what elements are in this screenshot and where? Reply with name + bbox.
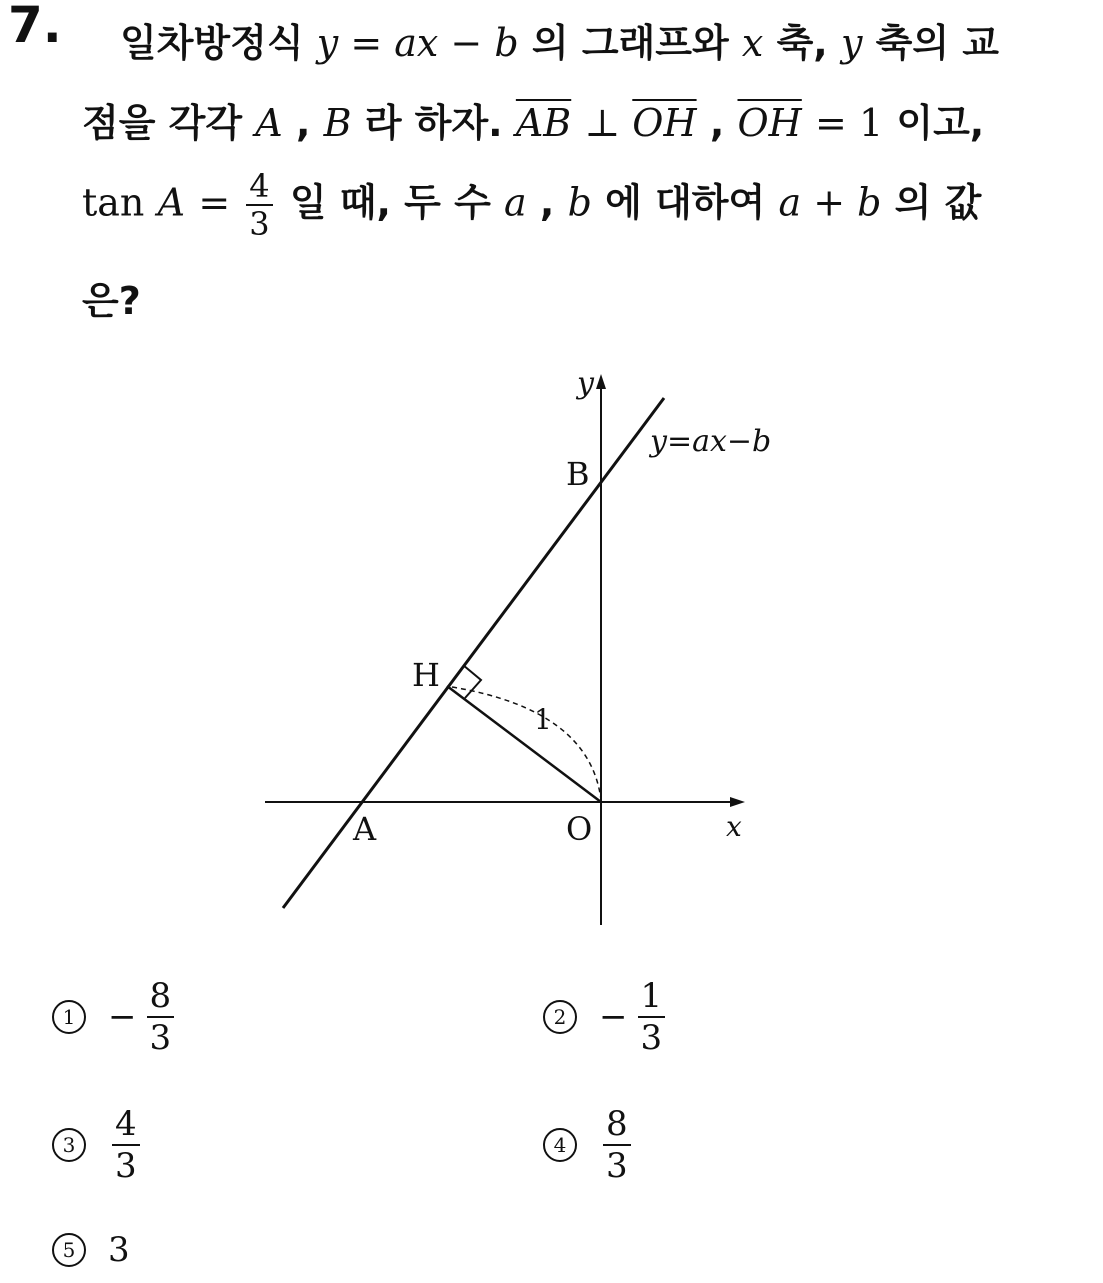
tan-function: tan <box>82 180 145 225</box>
choice-value: 3 <box>108 1230 130 1270</box>
choice-5[interactable] <box>52 1230 130 1270</box>
choice-fraction <box>638 976 666 1058</box>
numerator: 1 <box>640 976 663 1016</box>
choice-fraction <box>603 1104 631 1186</box>
denominator: 3 <box>603 1144 631 1186</box>
choice-fraction <box>112 1104 140 1186</box>
equals-one: = 1 <box>815 101 884 145</box>
dashed-arc <box>452 687 601 800</box>
segment-ab: $\overline{AB}$ <box>515 101 572 145</box>
expression-a-plus-b: a + b <box>778 180 882 225</box>
line-equation-label: y=ax−b <box>650 424 772 459</box>
segment-oh: $\overline{OH}$ <box>632 101 697 145</box>
comma: , <box>295 101 324 145</box>
choice-4[interactable] <box>543 1104 635 1186</box>
choice-marker: 2 <box>543 1000 577 1034</box>
y-axis-label: y <box>577 366 594 401</box>
comma: , <box>539 180 568 225</box>
length-label: 1 <box>534 703 552 736</box>
x-axis-arrow-icon <box>730 797 745 807</box>
numerator: 4 <box>115 1104 137 1144</box>
denominator: 3 <box>246 204 272 242</box>
minus-sign: − <box>599 997 628 1037</box>
y-axis-arrow-icon <box>596 374 606 389</box>
var-a: a <box>504 180 527 225</box>
choice-fraction <box>147 976 175 1058</box>
question-number: 7. <box>8 0 62 54</box>
denominator: 3 <box>638 1016 666 1058</box>
text-segment: 일 때, 두 수 <box>289 180 505 225</box>
choice-marker: 5 <box>52 1233 86 1267</box>
var-b: b <box>567 180 592 225</box>
var-x: x <box>741 21 764 65</box>
choice-marker: 3 <box>52 1128 86 1162</box>
choice-1[interactable] <box>52 976 178 1058</box>
point-b-label: B <box>566 455 590 493</box>
text-segment: 축의 교 <box>875 21 999 65</box>
denominator: 3 <box>147 1016 175 1058</box>
text-segment: 점을 각각 <box>82 101 256 145</box>
var-y: y <box>840 21 863 65</box>
right-angle-mark <box>463 665 481 698</box>
segment-oh: $\overline{OH}$ <box>737 101 802 145</box>
text-segment: 축, <box>776 21 841 65</box>
point-a-label: A <box>353 810 377 848</box>
point-b: B <box>323 101 352 145</box>
text-segment: 의 값 <box>894 180 982 225</box>
x-axis-label: x <box>726 810 742 843</box>
minus-sign: − <box>108 997 137 1037</box>
comma: , <box>709 101 738 145</box>
numerator: 4 <box>249 167 270 205</box>
text-segment: 의 그래프와 <box>531 21 742 65</box>
choice-marker: 4 <box>543 1128 577 1162</box>
text-segment: 에 대하여 <box>605 180 779 225</box>
segment-oh <box>447 686 601 802</box>
perp-symbol: ⊥ <box>584 101 633 145</box>
text-segment: 은? <box>82 279 141 323</box>
point-h-label: H <box>412 656 440 694</box>
numerator: 8 <box>606 1104 628 1144</box>
choice-3[interactable] <box>52 1104 144 1186</box>
text-segment: 일차방정식 <box>120 21 317 65</box>
numerator: 8 <box>149 976 172 1016</box>
denominator: 3 <box>112 1144 140 1186</box>
text-segment: 이고, <box>896 101 985 145</box>
point-a: A <box>255 101 283 145</box>
text-segment: 라 하자. <box>364 101 516 145</box>
angle-a: A <box>157 180 186 225</box>
graph-line <box>283 398 664 908</box>
point-o-label: O <box>566 810 593 848</box>
equals-sign: = <box>198 180 243 225</box>
choice-2[interactable] <box>543 976 669 1058</box>
equation: y = ax − b <box>316 21 519 65</box>
choice-marker: 1 <box>52 1000 86 1034</box>
